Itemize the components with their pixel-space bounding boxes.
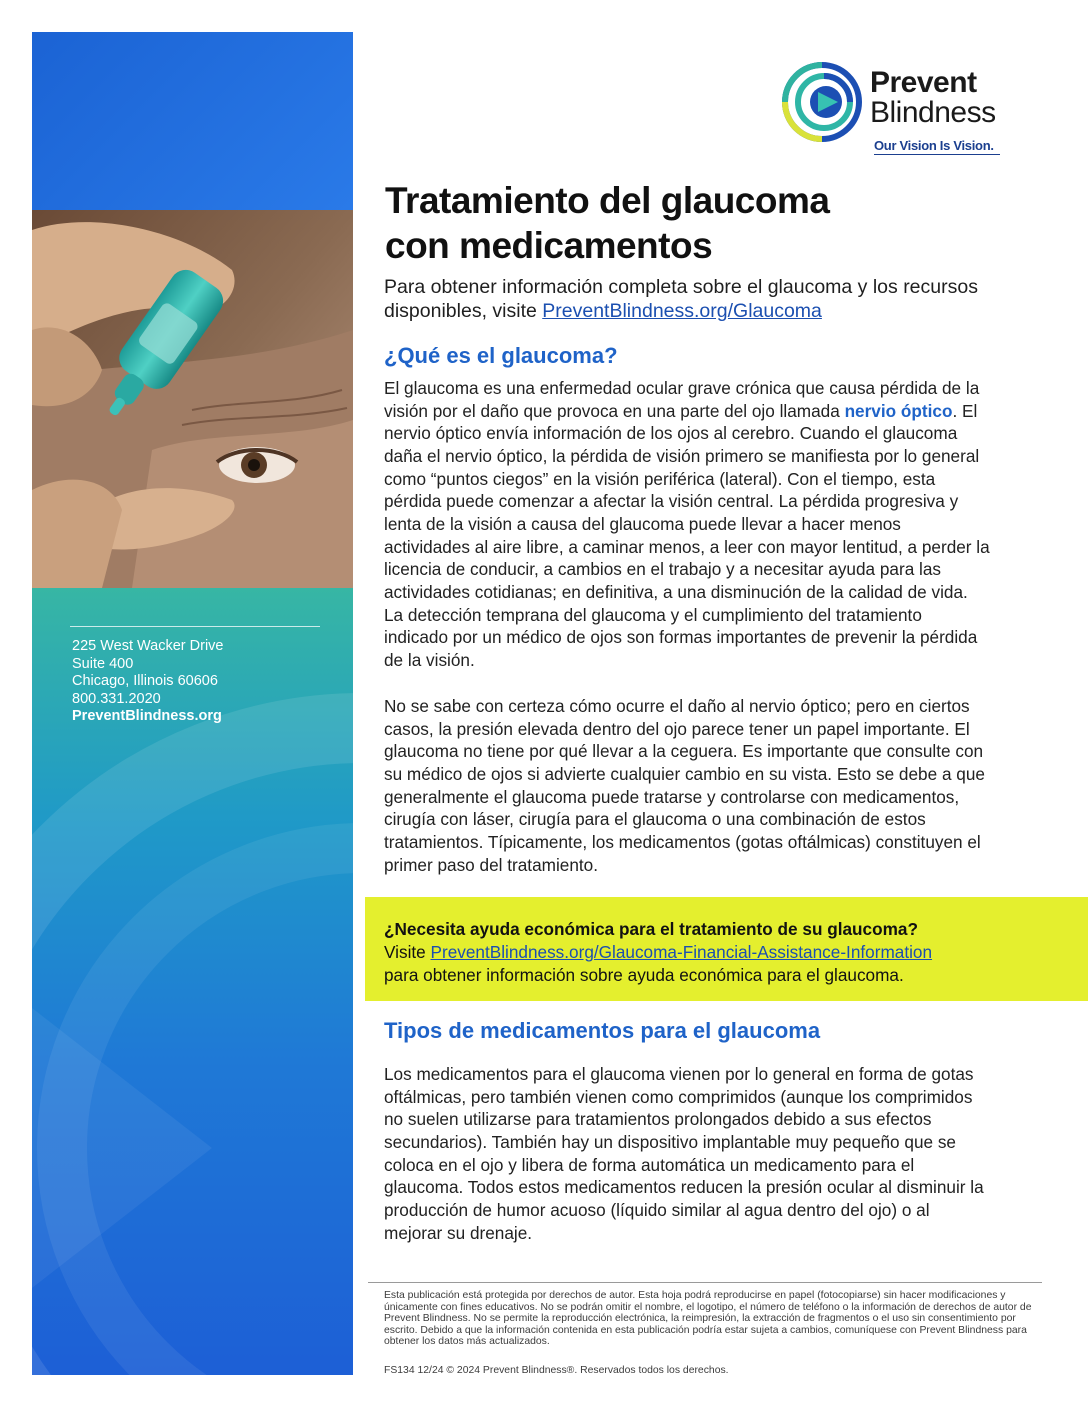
intro-paragraph	[384, 275, 1004, 323]
p1-text-before: El glaucoma es una enfermedad ocular grave crónica que causa pérdida de la visión por el daño que provoca en una parte del ojo llamada	[384, 378, 980, 421]
section1-paragraph-2: No se sabe con certeza cómo ocurre el daño al nervio óptico; pero en ciertos casos, la presión elevada dentro del ojo parece tener un papel importante. El glaucoma no tiene por qué llevar a la ceguera. Es importante que consulte con su médico de ojos si advierte cualquier cambio en su vista. Esto se debe a que generalmente el glaucoma puede tratarse y controlarse con medicamentos, cirugía con láser, cirugía para el glaucoma o una combinación de estos tratamientos. Típicamente, los medicamentos (gotas oftálmicas) constituyen el primer paso del tratamiento.	[384, 696, 985, 875]
logo-name-light: Blindness	[870, 96, 996, 129]
callout-question: ¿Necesita ayuda económica para el tratamiento de su glaucoma?	[384, 919, 918, 939]
sidebar-panel	[32, 32, 353, 1375]
document-id: FS134 12/24 © 2024 Prevent Blindness®. Reservados todos los derechos.	[384, 1365, 729, 1376]
sidebar-gradient-block	[32, 588, 353, 1375]
page-title	[385, 178, 985, 268]
intro-text: Para obtener información completa sobre el glaucoma y los recursos disponibles, visite	[384, 276, 978, 322]
address-street: 225 West Wacker Drive	[72, 638, 224, 654]
copyright-note: Esta publicación está protegida por derechos de autor. Esta hoja podrá reproducirse en papel (fotocopiarse) sin hacer modificaciones y únicamente con fines educativos. No se podrán omitir el nombre, el logotipo, el número de teléfono o la información de derechos de autor de Prevent Blindness. No se permite la reproducción electrónica, la reimpresión, la extracción de fragmentos o el uso sin consentimiento por escrito. Debido a que la información contenida en esta publicación podría estar sujeta a cambios, comuníquese con Prevent Blindness para obtener los datos más actualizados.	[384, 1290, 1032, 1348]
address-city: Chicago, Illinois 60606	[72, 673, 218, 690]
callout-text: para obtener información sobre ayuda económica para el glaucoma.	[384, 965, 904, 985]
prevent-blindness-logo	[782, 62, 1022, 158]
logo-tagline: Our Vision Is Vision.	[874, 138, 994, 153]
title-line-1: Tratamiento del glaucoma	[385, 180, 830, 221]
section2-paragraph: Los medicamentos para el glaucoma vienen por lo general en forma de gotas oftálmicas, pero también vienen como comprimidos (aunque los comprimidos no suelen utilizarse para tratamientos prolongados debido a sus efectos secundarios). También hay un dispositivo implantable muy pequeño que se coloca en el ojo y libera de forma automática un medicamento para el glaucoma. Todos estos medicamentos reducen la presión ocular al disminuir la producción de humor acuoso (líquido similar al agua dentro del ojo) o al mejorar su drenaje.	[384, 1064, 984, 1243]
sidebar-blue-block	[32, 32, 353, 210]
logo-wordmark	[870, 68, 996, 128]
p1-text-after: . El nervio óptico envía información de los ojos al cerebro. Cuando el glaucoma daña el nervio óptico, la pérdida de visión primero se manifiesta por lo general como “puntos ciegos” en la visión periférica (lateral). Con el tiempo, esta pérdida puede comenzar a afectar la visión central. La pérdida progresiva y lenta de la visión a causa del glaucoma puede llevar a hacer menos actividades al aire libre, a caminar menos, a leer con mayor lentitud, a perder la licencia de conducir, a cambios en el trabajo y a necesitar ayuda para las actividades cotidianas; en definitiva, a una disminución de la calidad de vida. La detección temprana del glaucoma y el cumplimiento del tratamiento indicado por un médico de ojos son formas importantes de prevenir la pérdida de la visión.	[384, 400, 990, 670]
logo-name-bold: Prevent	[870, 66, 977, 99]
financial-help-callout	[365, 897, 1088, 1001]
tagline-underline	[874, 154, 1000, 155]
section-heading-what-is-glaucoma: ¿Qué es el glaucoma?	[384, 343, 618, 368]
callout-visit-line	[384, 942, 932, 963]
glaucoma-link[interactable]: PreventBlindness.org/Glaucoma	[542, 300, 822, 322]
sidebar-divider	[70, 626, 320, 627]
eye-drops-photo	[32, 210, 353, 588]
optic-nerve-term: nervio óptico	[844, 400, 953, 421]
address-website[interactable]: PreventBlindness.org	[72, 708, 222, 725]
address-suite: Suite 400	[72, 655, 134, 672]
financial-assistance-link[interactable]: PreventBlindness.org/Glaucoma-Financial-Assistance-Information	[430, 942, 933, 962]
callout-visit: Visite	[384, 942, 431, 962]
title-line-2: con medicamentos	[385, 225, 713, 266]
address-phone: 800.331.2020	[72, 690, 161, 707]
section-heading-medication-types: Tipos de medicamentos para el glaucoma	[384, 1018, 821, 1043]
section1-paragraph-1	[384, 377, 990, 672]
footer-divider	[368, 1282, 1042, 1283]
contact-address	[72, 638, 224, 726]
eye-logo-icon	[782, 62, 862, 142]
